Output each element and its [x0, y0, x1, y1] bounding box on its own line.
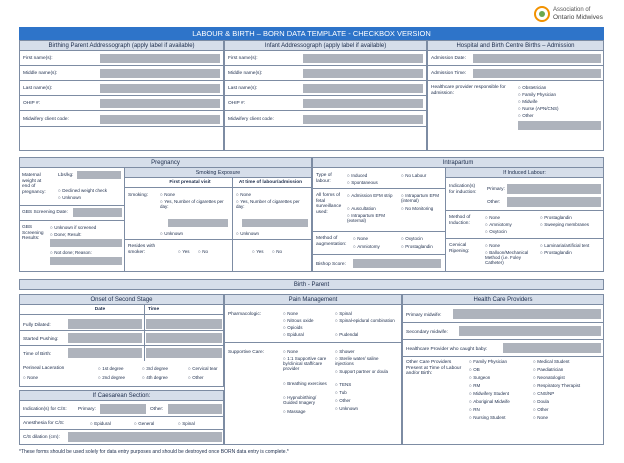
weight-unknown-checkbox[interactable]: ○ Unknown — [58, 195, 81, 200]
started-pushing-label: Started Pushing: — [23, 337, 59, 342]
prov-neonatologist-checkbox[interactable]: ○ Neonatologist — [533, 375, 565, 380]
lac-none-checkbox[interactable]: ○ None — [23, 375, 38, 380]
labour-spontaneous-checkbox[interactable]: ○ Spontaneous — [347, 180, 378, 185]
started-pushing-date[interactable] — [68, 333, 142, 343]
supp-none-checkbox[interactable]: ○ None — [283, 349, 298, 354]
prov-paediatrician-checkbox[interactable]: ○ Paediatrician — [533, 367, 563, 372]
infant-client-code-label: Midwifery client code: — [228, 117, 274, 122]
prov-rm-checkbox[interactable]: ○ RM — [469, 383, 480, 388]
cs-other-field[interactable] — [168, 404, 222, 414]
pain-header: Pain Management — [225, 295, 401, 305]
supp-unknown-checkbox[interactable]: ○ Unknown — [335, 406, 358, 411]
pharm-epidural-checkbox[interactable]: ○ Epidural — [283, 332, 304, 337]
smoking-first-none-checkbox[interactable]: ○ None — [160, 192, 175, 197]
labour-type-label: Type of labour: — [316, 173, 332, 184]
supp-other-checkbox[interactable]: ○ Other — [335, 398, 350, 403]
cs-other-label: Other: — [150, 407, 164, 412]
bishop-score-field[interactable] — [353, 259, 441, 268]
infant-middle-field[interactable] — [303, 69, 423, 78]
method-none-checkbox[interactable]: ○ None — [485, 215, 500, 220]
gbs-done-checkbox[interactable]: ○ Done; Result: — [50, 232, 81, 237]
augmentation-label: Method of augmentation: — [316, 236, 347, 247]
parent-addressograph — [19, 40, 224, 151]
resides-smoker-label: Resides with smoker: — [128, 244, 156, 255]
gbs-not-done-checkbox[interactable]: ○ Not done; Reason: — [50, 250, 92, 255]
logo-line1: Association of — [553, 7, 591, 13]
resides-labour-yes-checkbox[interactable]: ○ Yes — [252, 249, 264, 254]
prov-aboriginal-midwife-checkbox[interactable]: ○ Aboriginal Midwife — [469, 399, 510, 404]
method-sweeping-checkbox[interactable]: ○ Sweeping membranes — [540, 222, 589, 227]
secondary-midwife-field[interactable] — [459, 326, 601, 336]
prov-cns-np-checkbox[interactable]: ○ CNS/NP — [533, 391, 554, 396]
pregnancy-section — [19, 157, 312, 272]
smoking-col-first-visit: First prenatal visit — [169, 180, 211, 185]
time-of-birth-label: Time of Birth: — [23, 352, 52, 357]
lac-cervical-checkbox[interactable]: ○ Cervical tear — [188, 366, 217, 371]
induction-indication-label: Indication(s) for induction: — [449, 184, 477, 195]
smoking-labour-unknown-checkbox[interactable]: ○ Unknown — [236, 231, 259, 236]
surveillance-label: All forms of fetal surveillance used: — [316, 193, 342, 215]
parent-last-field[interactable] — [100, 84, 220, 93]
gbs-unknown-checkbox[interactable]: ○ Unknown if screened — [50, 225, 96, 230]
cs-general-checkbox[interactable]: ○ General — [134, 421, 154, 426]
admission-time-label: Admission Time: — [431, 71, 467, 76]
pharmacologic-label: Pharmacologic: — [228, 312, 262, 317]
provider-responsible-label: Healthcare provider responsible for admission: — [431, 85, 506, 96]
supportive-care-label: Supportive Care: — [228, 350, 264, 355]
gbs-result-field[interactable] — [50, 239, 122, 247]
primary-midwife-label: Primary midwife: — [406, 313, 442, 318]
caesarean-header: If Caesarean Section: — [20, 391, 223, 401]
parent-addr-header: Birthing Parent Addressograph (apply label if available) — [20, 41, 223, 51]
lac-2nd-checkbox[interactable]: ○ 2nd degree — [98, 375, 125, 380]
hospital-admission — [427, 40, 604, 151]
bishop-score-label: Bishop Score: — [316, 262, 346, 267]
providers-section — [402, 294, 604, 445]
parent-middle-label: Middle name(s): — [23, 71, 58, 76]
smoking-col-labour: At time of labour/admission — [238, 180, 303, 185]
provider-obstetrician-checkbox[interactable]: ○ Obstetrician — [518, 85, 546, 90]
prov-other-checkbox[interactable]: ○ Other — [533, 407, 548, 412]
pain-management-section — [224, 294, 402, 445]
started-pushing-time[interactable] — [146, 333, 222, 343]
admission-date-label: Admission Date: — [431, 56, 466, 61]
lac-other-checkbox[interactable]: ○ Other — [188, 375, 203, 380]
aug-oxytocin-checkbox[interactable]: ○ Oxytocin — [401, 236, 423, 241]
cervical-laminaria-checkbox[interactable]: ○ Laminaria/artificial tent — [540, 243, 589, 248]
supp-hypnobirthing-checkbox[interactable]: ○ Hypnobirthing/ Guided Imagery — [283, 395, 331, 405]
smoking-header: Smoking Exposure — [125, 168, 311, 178]
infant-addr-header: Infant Addressograph (apply label if available) — [225, 41, 426, 51]
fully-dilated-date[interactable] — [68, 319, 142, 329]
second-stage-section — [19, 294, 224, 371]
laceration-label: Perineal Laceration — [23, 366, 65, 371]
cervical-prostaglandin-checkbox[interactable]: ○ Prostaglandin — [540, 250, 572, 255]
cs-primary-field[interactable] — [100, 404, 146, 414]
intrapartum-section — [312, 157, 604, 272]
supp-sterile-water-checkbox[interactable]: ○ Sterile water/ saline injections — [335, 356, 395, 366]
supp-massage-checkbox[interactable]: ○ Massage — [283, 409, 305, 414]
provider-family-physician-checkbox[interactable]: ○ Family Physician — [518, 92, 556, 97]
other-providers-label: Other Care Providers Present at Time of Labour and/or Birth: — [406, 360, 462, 377]
smoking-labour-count-field[interactable] — [242, 219, 308, 227]
induced-header: If Induced Labour: — [446, 168, 603, 178]
method-amniotomy-checkbox[interactable]: ○ Amniotomy — [485, 222, 512, 227]
parent-last-label: Last name(s): — [23, 86, 53, 91]
provider-midwife-checkbox[interactable]: ○ Midwife — [518, 99, 537, 104]
supp-tub-checkbox[interactable]: ○ Tub — [335, 390, 347, 395]
infant-addressograph — [224, 40, 427, 151]
smoking-label: Smoking: — [128, 193, 148, 198]
prov-midwifery-student-checkbox[interactable]: ○ Midwifery Student — [469, 391, 509, 396]
prov-nursing-student-checkbox[interactable]: ○ Nursing Student — [469, 415, 506, 420]
smoking-first-unknown-checkbox[interactable]: ○ Unknown — [160, 231, 183, 236]
infant-ohip-label: OHIP #: — [228, 101, 245, 106]
prov-surgeon-checkbox[interactable]: ○ Surgeon — [469, 375, 490, 380]
induction-other-label: Other: — [487, 200, 501, 205]
second-stage-header: Onset of Second Stage — [20, 295, 223, 305]
providers-header: Health Care Providers — [403, 295, 603, 305]
pharm-spinal-epidural-checkbox[interactable]: ○ Spinal-epidural combination — [335, 318, 395, 323]
parent-middle-field[interactable] — [100, 69, 220, 78]
surv-external-checkbox[interactable]: ○ Intrapartum EFM (external) — [347, 213, 397, 223]
cervical-none-checkbox[interactable]: ○ None — [485, 243, 500, 248]
aug-none-checkbox[interactable]: ○ None — [353, 236, 368, 241]
aug-prostaglandin-checkbox[interactable]: ○ Prostaglandin — [401, 244, 433, 249]
provider-nurse-checkbox[interactable]: ○ Nurse (APN/CNS) — [518, 106, 558, 111]
birth-date[interactable] — [68, 348, 142, 358]
induction-primary-label: Primary: — [487, 187, 505, 192]
lac-1st-checkbox[interactable]: ○ 1st degree — [98, 366, 123, 371]
induction-other-field[interactable] — [507, 197, 601, 207]
cervical-balloon-checkbox[interactable]: ○ Balloon/Mechanical Method (i.e. Foley Catheter) — [485, 250, 537, 266]
cs-epidural-checkbox[interactable]: ○ Epidural — [90, 421, 111, 426]
pharm-pudendal-checkbox[interactable]: ○ Pudendal — [335, 332, 358, 337]
supp-tens-checkbox[interactable]: ○ TENS — [335, 382, 351, 387]
surv-internal-checkbox[interactable]: ○ Intrapartum EFM (internal) — [401, 193, 445, 203]
prov-respiratory-therapist-checkbox[interactable]: ○ Respiratory Therapist — [533, 383, 580, 388]
induction-method-label: Method of Induction: — [449, 215, 471, 226]
parent-ohip-label: OHIP #: — [23, 101, 40, 106]
cs-primary-label: Primary: — [78, 407, 96, 412]
aug-amniotomy-checkbox[interactable]: ○ Amniotomy — [353, 244, 380, 249]
supp-shower-checkbox[interactable]: ○ Shower — [335, 349, 354, 354]
primary-midwife-field[interactable] — [453, 309, 601, 319]
gbs-reason-field[interactable] — [50, 257, 122, 265]
infant-client-code-field[interactable] — [303, 115, 423, 124]
prov-rn-checkbox[interactable]: ○ RN — [469, 407, 480, 412]
logo-line2: Ontario Midwives — [553, 14, 603, 21]
intrapartum-header: Intrapartum — [313, 158, 603, 168]
caught-baby-field[interactable] — [503, 343, 601, 353]
infant-middle-label: Middle name(s): — [228, 71, 263, 76]
footnote: *These forms should be used solely for data entry purposes and should be destroyed once BORN data entry is complete.* — [19, 449, 289, 455]
method-prostaglandin-checkbox[interactable]: ○ Prostaglandin — [540, 215, 572, 220]
infant-first-field[interactable] — [303, 54, 423, 63]
parent-first-label: First name(s): — [23, 56, 53, 61]
pharm-nitrous-checkbox[interactable]: ○ Nitrous oxide — [283, 318, 313, 323]
lac-4th-checkbox[interactable]: ○ 4th degree — [142, 375, 168, 380]
supp-partner-checkbox[interactable]: ○ Support partner or doula — [335, 369, 395, 374]
method-oxytocin-checkbox[interactable]: ○ Oxytocin — [485, 229, 507, 234]
infant-ohip-field[interactable] — [303, 99, 423, 108]
fully-dilated-label: Fully Dilated: — [23, 323, 51, 328]
admission-date-field[interactable] — [473, 54, 601, 63]
weight-unit-label: Lbs/kg: — [58, 173, 74, 178]
fully-dilated-time[interactable] — [146, 319, 222, 329]
lac-3rd-checkbox[interactable]: ○ 3rd degree — [142, 366, 168, 371]
logo — [534, 4, 622, 24]
gbs-date-field[interactable] — [73, 208, 122, 217]
cs-anesthesia-label: Anesthesia for C/S: — [23, 421, 65, 426]
infant-first-label: First name(s): — [228, 56, 258, 61]
prov-medical-student-checkbox[interactable]: ○ Medical Student — [533, 359, 570, 364]
cs-spinal-checkbox[interactable]: ○ Spinal — [178, 421, 195, 426]
parent-ohip-field[interactable] — [100, 99, 220, 108]
second-stage-col-time: Time — [148, 307, 160, 312]
gbs-results-label: GBS Screening Results: — [22, 225, 44, 242]
prov-family-physician-checkbox[interactable]: ○ Family Physician — [469, 359, 507, 364]
declined-weight-checkbox[interactable]: ○ Declined weight check — [58, 188, 107, 193]
caesarean-section — [19, 390, 224, 445]
secondary-midwife-label: Secondary midwife: — [406, 330, 448, 335]
maternal-weight-label: Maternal weight at end of pregnancy: — [22, 173, 46, 195]
provider-other-checkbox[interactable]: ○ Other — [518, 113, 533, 118]
page-title: LABOUR & BIRTH – BORN DATA TEMPLATE - CHECKBOX VERSION — [19, 27, 604, 40]
smoking-first-count-field[interactable] — [168, 219, 228, 227]
resides-labour-no-checkbox[interactable]: ○ No — [272, 249, 282, 254]
labour-none-checkbox[interactable]: ○ No Labour — [401, 173, 426, 178]
surv-admission-strip-checkbox[interactable]: ○ Admission EFM strip — [347, 193, 397, 198]
cervical-ripening-label: Cervical Ripening: — [449, 243, 470, 254]
supp-breathing-checkbox[interactable]: ○ Breathing exercises — [283, 381, 331, 386]
prov-none-checkbox[interactable]: ○ None — [533, 415, 548, 420]
infant-last-label: Last name(s): — [228, 86, 258, 91]
gbs-date-label: GBS Screening Date: — [22, 210, 68, 215]
resides-first-no-checkbox[interactable]: ○ No — [198, 249, 208, 254]
birth-time[interactable] — [146, 348, 222, 358]
smoking-labour-none-checkbox[interactable]: ○ None — [236, 192, 251, 197]
cs-dilation-label: C/S dilation (cm): — [23, 435, 60, 440]
provider-other-field[interactable] — [518, 121, 601, 130]
pharm-opioids-checkbox[interactable]: ○ Opioids — [283, 325, 302, 330]
second-stage-col-date: Date — [94, 307, 106, 312]
pregnancy-header: Pregnancy — [20, 158, 311, 168]
hospital-header: Hospital and Birth Centre Births – Admission — [428, 41, 603, 51]
laceration-section — [19, 361, 224, 387]
surv-auscultation-checkbox[interactable]: ○ Auscultation — [347, 206, 376, 211]
resides-first-yes-checkbox[interactable]: ○ Yes — [178, 249, 190, 254]
parent-client-code-field[interactable] — [100, 115, 220, 124]
induction-primary-field[interactable] — [507, 184, 601, 194]
surv-none-checkbox[interactable]: ○ No Monitoring — [401, 206, 433, 211]
weight-field[interactable] — [77, 171, 121, 179]
parent-first-field[interactable] — [100, 54, 220, 63]
cs-dilation-field[interactable] — [68, 432, 222, 442]
prov-ob-checkbox[interactable]: ○ OB — [469, 367, 480, 372]
pharm-none-checkbox[interactable]: ○ None — [283, 311, 298, 316]
prov-doula-checkbox[interactable]: ○ Doula — [533, 399, 549, 404]
parent-client-code-label: Midwifery client code: — [23, 117, 69, 122]
caught-baby-label: Healthcare Provider who caught baby: — [406, 347, 488, 352]
smoking-labour-yes-checkbox[interactable]: ○ Yes, Number of cigarettes per day: — [236, 199, 308, 209]
supp-one-to-one-checkbox[interactable]: ○ 1:1 Supportive care by/clinical staff/care provider — [283, 356, 335, 372]
infant-last-field[interactable] — [303, 84, 423, 93]
birth-parent-header: Birth - Parent — [19, 279, 604, 290]
labour-induced-checkbox[interactable]: ○ Induced — [347, 173, 367, 178]
admission-time-field[interactable] — [473, 69, 601, 78]
smoking-first-yes-checkbox[interactable]: ○ Yes, Number of cigarettes per day: — [160, 199, 230, 209]
cs-indication-label: Indication(s) for C/S: — [23, 407, 67, 412]
pharm-spinal-checkbox[interactable]: ○ Spinal — [335, 311, 352, 316]
logo-mark-icon — [534, 6, 550, 22]
